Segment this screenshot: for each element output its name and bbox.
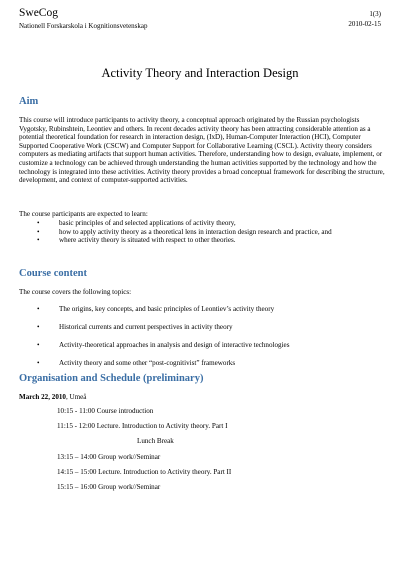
schedule-row: 14:15 – 15:00 Lecture. Introduction to Activity theory. Part II bbox=[57, 468, 232, 476]
schedule-row: 13:15 – 14:00 Group work//Seminar bbox=[57, 453, 161, 461]
list-item: • where activity theory is situated with respect to other theories. bbox=[19, 236, 369, 245]
schedule-row: 10:15 - 11:00 Course introduction bbox=[57, 407, 154, 415]
schedule-row: 15:15 – 16:00 Group work//Seminar bbox=[57, 483, 161, 491]
list-item: • Activity theory and some other “post-cognitivist” frameworks bbox=[19, 359, 289, 368]
schedule-date-line bbox=[19, 393, 86, 402]
list-item: • how to apply activity theory as a theoretical lens in interaction design research and practice, and bbox=[19, 228, 369, 237]
header-date: 2010-02-15 bbox=[348, 20, 381, 28]
list-item: • Activity-theoretical approaches in analysis and design of interactive technologies bbox=[19, 341, 289, 350]
header-subtitle: Nationell Forskarskola i Kognitionsvetenskap bbox=[19, 22, 148, 30]
aim-heading: Aim bbox=[19, 96, 39, 107]
schedule-row: Lunch Break bbox=[137, 437, 174, 445]
content-list bbox=[19, 305, 289, 377]
schedule-row: 11:15 - 12:00 Lecture. Introduction to Activity theory. Part I bbox=[57, 422, 228, 430]
content-intro: The course covers the following topics: bbox=[19, 288, 132, 296]
schedule-place: , Umeå bbox=[65, 393, 87, 401]
aim-paragraph: This course will introduce participants to activity theory, a conceptual approach originated by the Russian psychologists Vygotsky, Rubinshtein, Leontiev and others. In recent decades activity theory has been attracting considerable attention as a potential theoretical foundation for research in interaction design, (IxD), Human-Computer Interaction (HCI), Computer Supported Cooperative Work (CSCW) and Computer Support for Collaborative Learning (CSCL). Activity theory considers computers as mediating artifacts that support human activities. Therefore, understanding how to design, evaluate, implement, or customize a technology can be achieved through understanding the human activities supported by the technology and how the technology is integrated into these activities. Activity theory provides a broad conceptual framework for describing the structure, development, and context of computer-supported activities. bbox=[19, 116, 385, 185]
page-number: 1(3) bbox=[369, 10, 381, 18]
course-content-heading: Course content bbox=[19, 268, 87, 279]
list-item: • The origins, key concepts, and basic principles of Leontiev’s activity theory bbox=[19, 305, 289, 314]
schedule-date: March 22, 2010 bbox=[19, 393, 66, 401]
list-item: • Historical currents and current perspectives in activity theory bbox=[19, 323, 289, 332]
aim-list bbox=[19, 219, 369, 245]
schedule-heading: Organisation and Schedule (preliminary) bbox=[19, 373, 204, 384]
header-org: SweCog bbox=[19, 7, 58, 19]
list-item: • basic principles of and selected applications of activity theory, bbox=[19, 219, 369, 228]
page-title: Activity Theory and Interaction Design bbox=[101, 66, 299, 80]
aim-intro: The course participants are expected to learn: bbox=[19, 210, 148, 218]
header-left bbox=[19, 7, 148, 31]
header-right bbox=[348, 9, 381, 29]
